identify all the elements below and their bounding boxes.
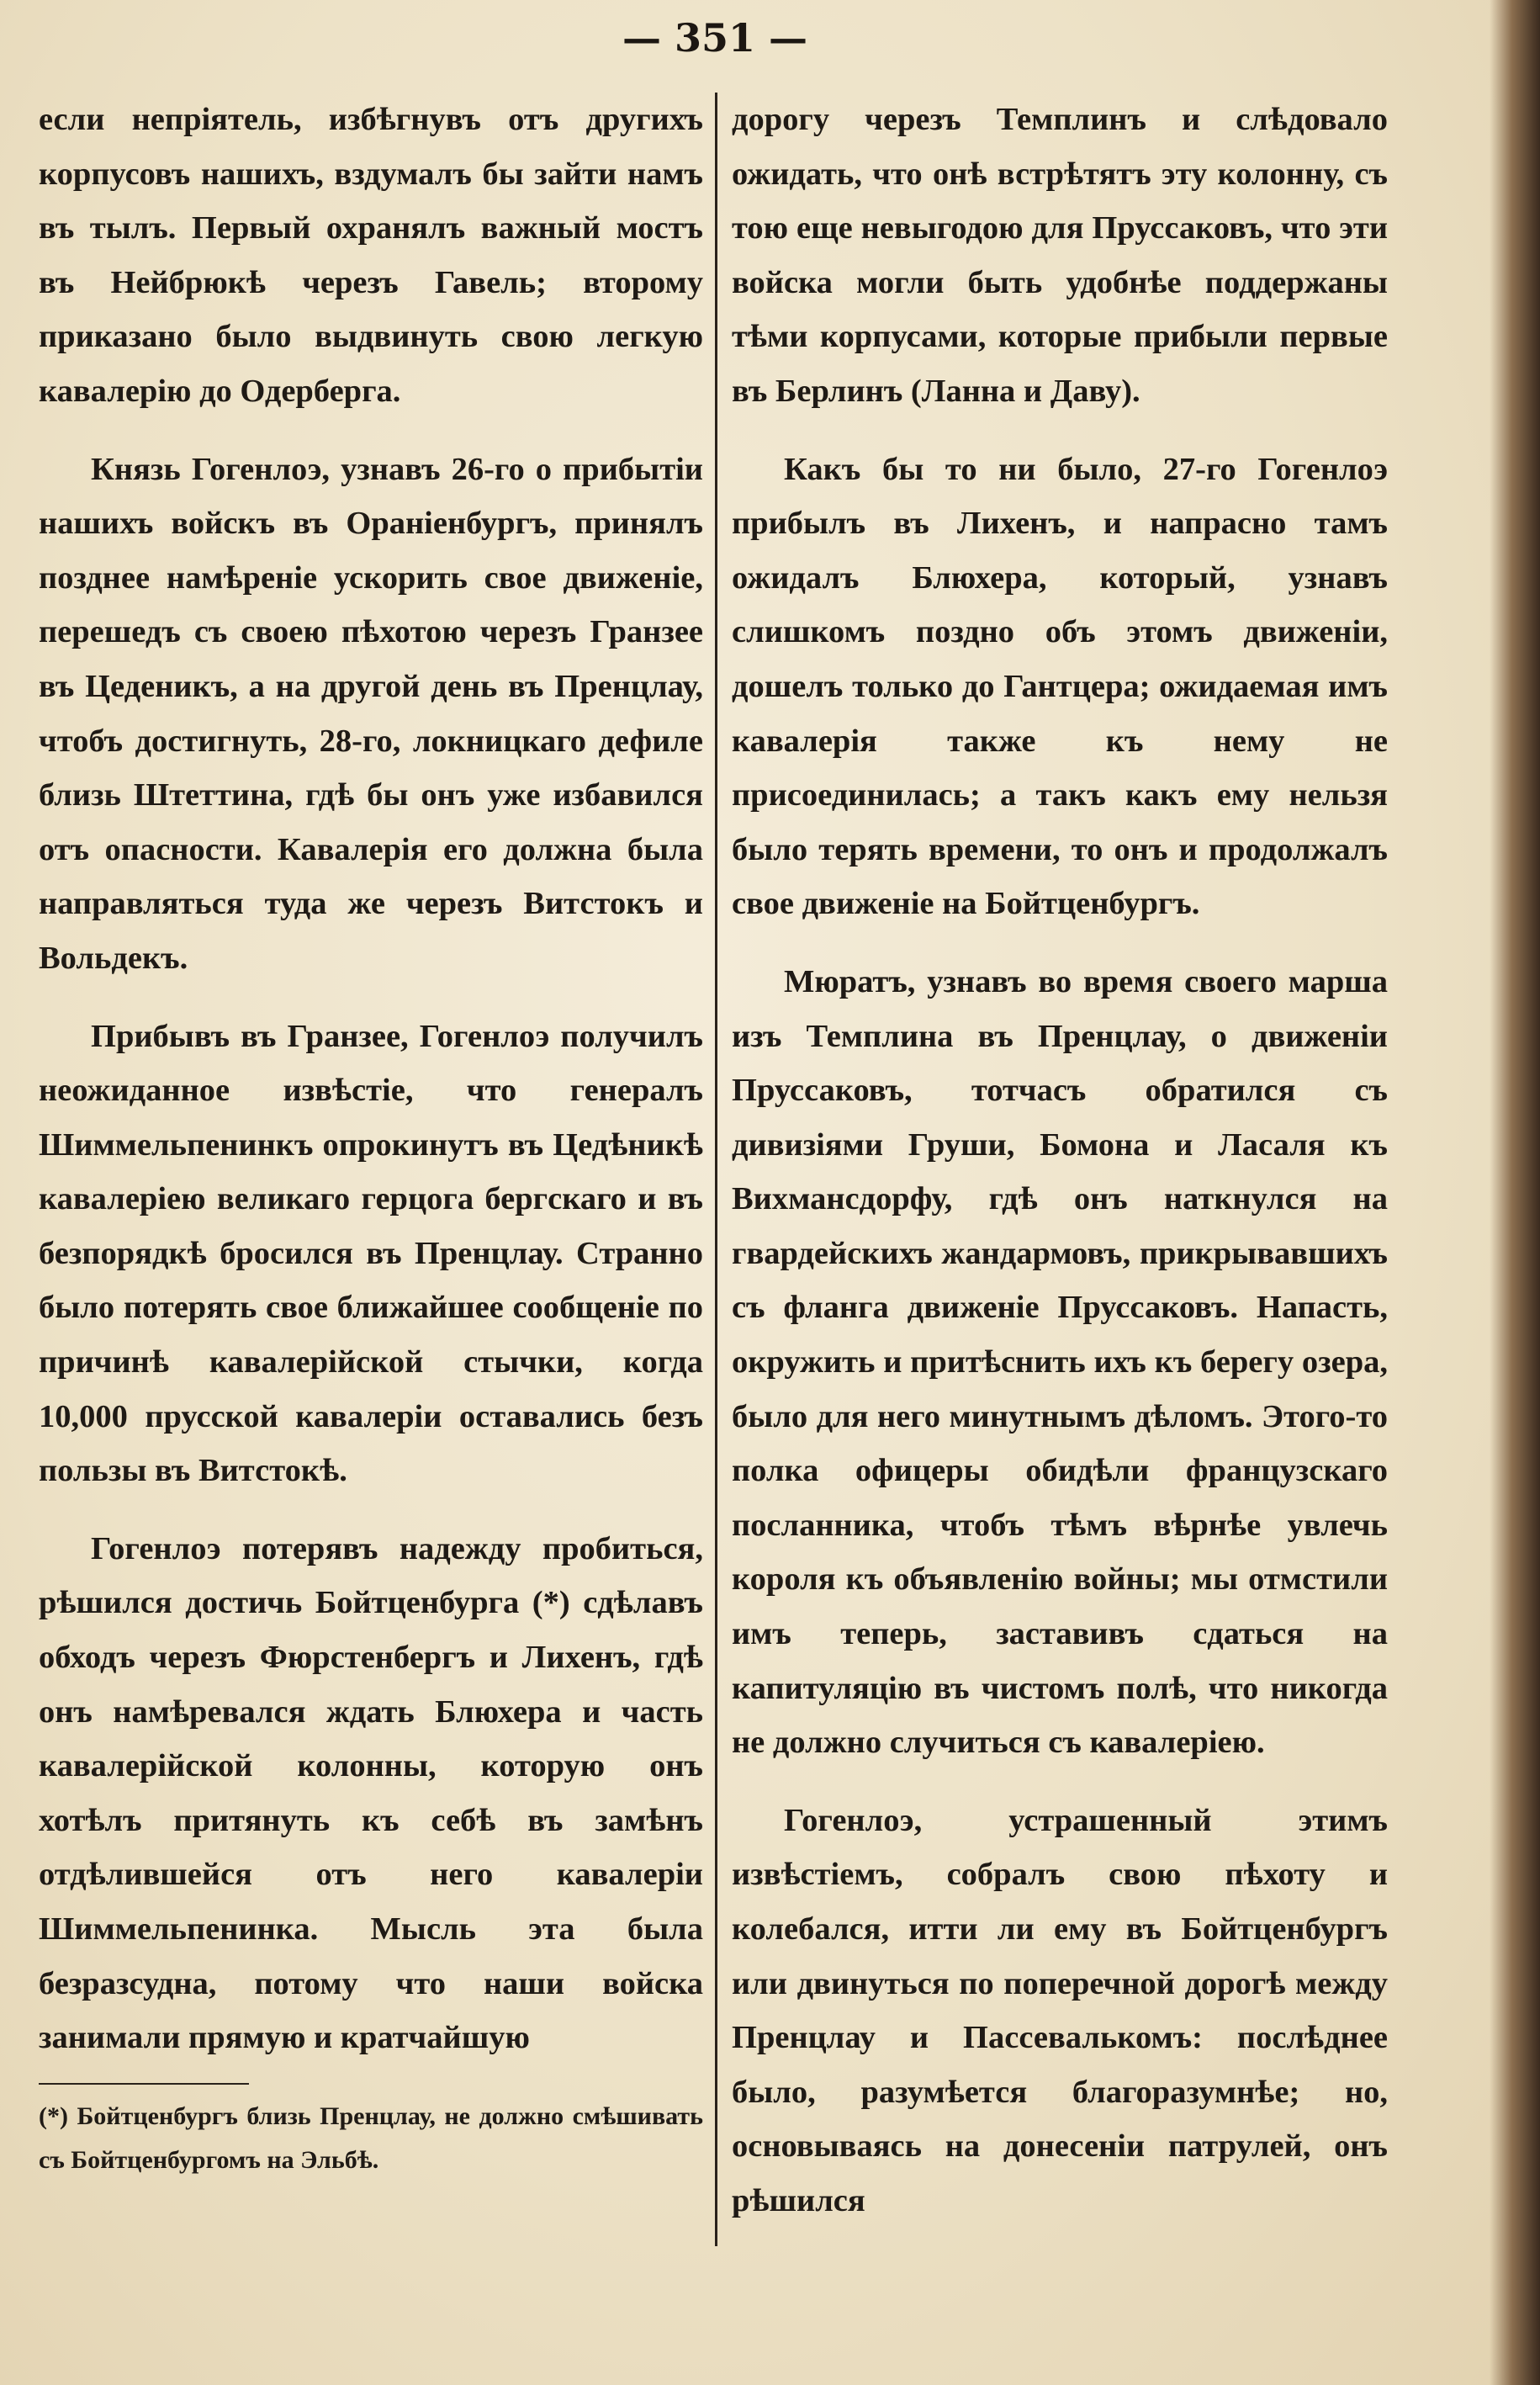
right-paragraph-4: Гогенлоэ, устрашенный этимъ извѣстіемъ, собралъ свою пѣхоту и колебался, итти ли ему въ Бойтценбургъ или двинуться по поперечной дорогѣ между Пренцлау и Пассевалькомъ: послѣднее было, разумѣется благоразумнѣе; но, основываясь на донесеніи патрулей, онъ рѣшился bbox=[732, 1802, 1388, 2218]
left-paragraph-4: Гогенлоэ потерявъ надежду пробиться, рѣшился достичь Бойтценбурга (*) сдѣлавъ обходъ черезъ Фюрстенбергъ и Лихенъ, гдѣ онъ намѣревался ждать Блюхера и часть кавалерійской колонны, которую онъ хотѣлъ притянуть къ себѣ въ замѣнъ отдѣлившейся отъ него кавалеріи Шиммельпенинка. Мысль эта была безразсудна, потому что наши войска занимали прямую и кратчайшую bbox=[39, 1530, 703, 2056]
left-paragraph-3: Прибывъ въ Гранзее, Гогенлоэ получилъ неожиданное извѣстіе, что генералъ Шиммельпенинкъ опрокинутъ въ Цедѣникѣ кавалеріею великаго герцога бергскаго и въ безпорядкѣ бросился въ Пренцлау. Странно было потерять свое ближайшее сообщеніе по причинѣ кавалерійской стычки, когда 10,000 прусской кавалеріи оставались безъ пользы въ Витстокѣ. bbox=[39, 1018, 703, 1489]
right-column bbox=[732, 93, 1388, 2229]
left-paragraph-1: если непріятель, избѣгнувъ отъ другихъ корпусовъ нашихъ, вздумалъ бы зайти намъ въ тылъ. Первый охранялъ важный мостъ въ Нейбрюкѣ черезъ Гавель; второму приказано было выдвинуть свою легкую кавалерію до Одерберга. bbox=[39, 102, 703, 409]
right-paragraph-1: дорогу черезъ Темплинъ и слѣдовало ожидать, что онѣ встрѣтятъ эту колонну, съ тою еще невыгодою для Пруссаковъ, что эти войска могли быть удобнѣе поддержаны тѣми корпусами, которые прибыли первые въ Берлинъ (Ланна и Даву). bbox=[732, 102, 1388, 409]
page-edge-shadow bbox=[1490, 0, 1540, 2385]
right-paragraph-2: Какъ бы то ни было, 27-го Гогенлоэ прибылъ въ Лихенъ, и напрасно тамъ ожидалъ Блюхера, который, узнавъ слишкомъ поздно объ этомъ движеніи, дошелъ только до Гантцера; ожидаемая имъ кавалерія также къ нему не присоединилась; а такъ какъ ему нельзя было терять времени, то онъ и продолжалъ свое движеніе на Бойтценбургъ. bbox=[732, 451, 1388, 922]
footnote: (*) Бойтценбургъ близь Пренцлау, не должно смѣшивать съ Бойтценбургомъ на Эльбѣ. bbox=[39, 2102, 703, 2174]
left-paragraph-2: Князь Гогенлоэ, узнавъ 26-го о прибытіи нашихъ войскъ въ Ораніенбургъ, принялъ позднее намѣреніе ускорить свое движеніе, перешедъ съ своею пѣхотою черезъ Гранзее въ Цеденикъ, а на другой день въ Пренцлау, чтобъ достигнуть, 28-го, локницкаго дефиле близь Штеттина, гдѣ бы онъ уже избавился отъ опасности. Кавалерія его должна была направляться туда же черезъ Витстокъ и Вольдекъ. bbox=[39, 451, 703, 976]
column-divider bbox=[715, 93, 717, 2246]
page-number: — 351 — bbox=[622, 15, 808, 61]
footnote-rule bbox=[39, 2083, 249, 2085]
right-paragraph-3: Мюратъ, узнавъ во время своего марша изъ Темплина въ Пренцлау, о движеніи Пруссаковъ, тотчасъ обратился съ дивизіями Груши, Бомона и Ласаля къ Вихмансдорфу, гдѣ онъ наткнулся на гвардейскихъ жандармовъ, прикрывавшихъ съ фланга движеніе Пруссаковъ. Напасть, окружить и притѣснить ихъ къ берегу озера, было для него минутнымъ дѣломъ. Этого-то полка офицеры обидѣли французскаго посланника, чтобъ тѣмъ вѣрнѣе увлечь короля къ объявленію войны; мы отмстили имъ теперь, заставивъ сдаться на капитуляцію въ чистомъ полѣ, что никогда не должно случиться съ кавалеріею. bbox=[732, 963, 1388, 1761]
left-column bbox=[39, 93, 703, 2065]
